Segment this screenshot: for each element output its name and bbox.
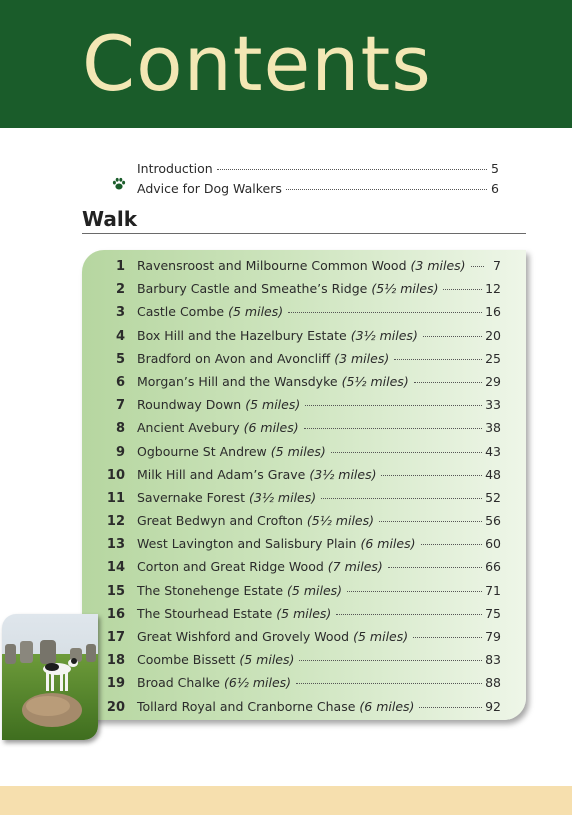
- footer-band: [0, 786, 572, 815]
- walk-distance: (3½ miles): [350, 327, 418, 343]
- walk-page: 66: [485, 559, 501, 575]
- walk-entry[interactable]: [105, 281, 501, 304]
- walk-entry[interactable]: [105, 606, 501, 629]
- walk-entry[interactable]: [105, 699, 501, 722]
- walk-entry[interactable]: [105, 467, 501, 490]
- dot-leader: [413, 637, 482, 638]
- walk-title: Great Wishford and Grovely Wood: [137, 629, 350, 644]
- walk-distance: (5½ miles): [371, 281, 439, 297]
- walk-title: Broad Chalke: [137, 675, 220, 691]
- walk-entry[interactable]: [105, 374, 501, 397]
- walk-distance: (5 miles): [287, 582, 343, 598]
- walk-page: 83: [485, 652, 501, 668]
- dot-leader: [394, 359, 482, 360]
- walk-title: Box Hill and the Hazelbury Estate: [137, 327, 347, 343]
- page-title: Contents: [82, 19, 432, 108]
- walk-distance: (6 miles): [360, 536, 416, 552]
- walk-number: 10: [106, 467, 125, 483]
- walk-title: The Stourhead Estate: [137, 605, 273, 621]
- toc-entry-label: Advice for Dog Walkers: [137, 181, 282, 196]
- walk-distance: (5 miles): [353, 629, 409, 644]
- walk-title: Ravensroost and Milbourne Common Wood: [137, 258, 407, 273]
- walk-entry[interactable]: [105, 258, 501, 281]
- walk-distance: (7 miles): [327, 559, 383, 575]
- dot-leader: [305, 405, 482, 406]
- walk-page: 25: [485, 350, 501, 366]
- walk-entry[interactable]: [105, 397, 501, 420]
- walk-page: 52: [485, 489, 501, 505]
- walk-title: Ogbourne St Andrew: [137, 443, 267, 459]
- walk-page: 48: [485, 466, 501, 482]
- walk-title: Milk Hill and Adam’s Grave: [137, 466, 306, 482]
- dot-leader: [421, 544, 483, 545]
- walk-page: 71: [485, 582, 501, 598]
- heading-divider: [82, 233, 526, 234]
- walk-title: West Lavington and Salisbury Plain: [137, 536, 357, 552]
- walk-entry[interactable]: [105, 513, 501, 536]
- toc-entry-page: 6: [491, 181, 499, 196]
- walk-entry[interactable]: [105, 629, 501, 652]
- walk-number: 14: [106, 560, 125, 576]
- walk-distance: (6 miles): [359, 698, 415, 714]
- toc-entry-dog-walkers[interactable]: [137, 181, 499, 201]
- walk-title: Coombe Bissett: [137, 652, 236, 668]
- walk-page: 88: [485, 675, 501, 691]
- dot-leader: [288, 312, 482, 313]
- walk-number: 6: [115, 374, 125, 390]
- walk-title: Barbury Castle and Smeathe’s Ridge: [137, 281, 368, 297]
- walk-entry[interactable]: [105, 652, 501, 675]
- dot-leader: [379, 521, 482, 522]
- walk-entry[interactable]: [105, 536, 501, 559]
- dot-leader: [321, 498, 482, 499]
- walk-distance: (6 miles): [243, 420, 299, 436]
- walk-entry[interactable]: [105, 675, 501, 698]
- walk-title: Castle Combe: [137, 304, 225, 320]
- dog-stones-photo: [2, 614, 98, 740]
- walk-number: 2: [115, 282, 125, 298]
- walk-number: 11: [106, 490, 125, 506]
- walk-section-heading: Walk: [82, 207, 137, 231]
- walk-title: Savernake Forest: [137, 489, 246, 505]
- walk-title: Roundway Down: [137, 397, 242, 413]
- walk-entry[interactable]: [105, 559, 501, 582]
- dot-leader: [347, 591, 482, 592]
- walk-number: 13: [106, 537, 125, 553]
- walk-distance: (5 miles): [239, 652, 295, 668]
- walk-number: 8: [115, 421, 125, 437]
- walk-page: 92: [485, 698, 501, 714]
- walk-entry[interactable]: [105, 420, 501, 443]
- walk-title: Great Bedwyn and Crofton: [137, 513, 303, 529]
- walk-number: 12: [106, 514, 125, 530]
- walk-number: 19: [106, 676, 125, 692]
- walk-distance: (5 miles): [270, 443, 326, 459]
- walk-title: Morgan’s Hill and the Wansdyke: [137, 373, 338, 389]
- walk-number: 16: [106, 606, 125, 622]
- dot-leader: [423, 336, 482, 337]
- dot-leader: [286, 189, 487, 190]
- dot-leader: [217, 169, 487, 170]
- walk-entry[interactable]: [105, 351, 501, 374]
- walk-entry[interactable]: [105, 304, 501, 327]
- walk-title: Tollard Royal and Cranborne Chase: [137, 698, 356, 714]
- toc-entry-page: 5: [491, 161, 499, 176]
- walk-number: 9: [115, 444, 125, 460]
- walk-number: 20: [106, 699, 125, 715]
- walk-number: 5: [115, 351, 125, 367]
- walk-number: 1: [115, 259, 125, 274]
- walk-distance: (5 miles): [276, 605, 332, 621]
- walk-number: 4: [115, 328, 125, 344]
- walk-distance: (6½ miles): [223, 675, 292, 691]
- dot-leader: [419, 707, 482, 708]
- dot-leader: [331, 452, 482, 453]
- walk-title: Bradford on Avon and Avoncliff: [137, 350, 331, 366]
- toc-entry-introduction[interactable]: [137, 161, 499, 181]
- walk-distance: (5½ miles): [306, 513, 375, 529]
- walk-entry[interactable]: [105, 583, 501, 606]
- dot-leader: [304, 428, 482, 429]
- walk-list: [105, 258, 501, 722]
- walk-page: 79: [485, 629, 501, 644]
- walk-number: 7: [115, 398, 125, 414]
- walk-page: 75: [485, 605, 501, 621]
- walk-entry[interactable]: [105, 490, 501, 513]
- intro-list: [137, 161, 499, 201]
- walk-title: Corton and Great Ridge Wood: [137, 559, 324, 575]
- walk-distance: (3½ miles): [309, 466, 377, 482]
- toc-entry-label: Introduction: [137, 161, 213, 176]
- dot-leader: [443, 289, 482, 290]
- walk-number: 15: [106, 583, 125, 599]
- dot-leader: [471, 266, 484, 267]
- walk-page: 38: [485, 420, 501, 436]
- walk-number: 17: [106, 630, 125, 645]
- walk-number: 3: [115, 305, 125, 321]
- header-banner: [0, 0, 572, 128]
- walk-page: 20: [485, 327, 501, 343]
- walk-page: 43: [485, 443, 501, 459]
- walk-distance: (3 miles): [334, 350, 390, 366]
- walk-page: 16: [485, 304, 501, 320]
- walk-page: 56: [485, 513, 501, 529]
- walk-page: 33: [485, 397, 501, 413]
- walk-number: 18: [106, 653, 125, 669]
- walk-entry[interactable]: [105, 328, 501, 351]
- dot-leader: [381, 475, 482, 476]
- dot-leader: [336, 614, 482, 615]
- walk-page: 60: [485, 536, 501, 552]
- walk-page: 12: [485, 281, 501, 297]
- walk-page: 7: [493, 258, 501, 273]
- walk-title: The Stonehenge Estate: [137, 582, 284, 598]
- dot-leader: [414, 382, 482, 383]
- dot-leader: [388, 567, 482, 568]
- walk-distance: (5 miles): [245, 397, 301, 413]
- walk-page: 29: [485, 373, 501, 389]
- walk-distance: (5½ miles): [341, 373, 409, 389]
- walk-distance: (5 miles): [228, 304, 284, 320]
- dot-leader: [299, 660, 482, 661]
- walk-distance: (3½ miles): [249, 489, 317, 505]
- walk-entry[interactable]: [105, 444, 501, 467]
- walk-distance: (3 miles): [410, 258, 466, 273]
- walk-title: Ancient Avebury: [137, 420, 240, 436]
- dot-leader: [296, 683, 482, 684]
- paw-icon: [112, 177, 126, 191]
